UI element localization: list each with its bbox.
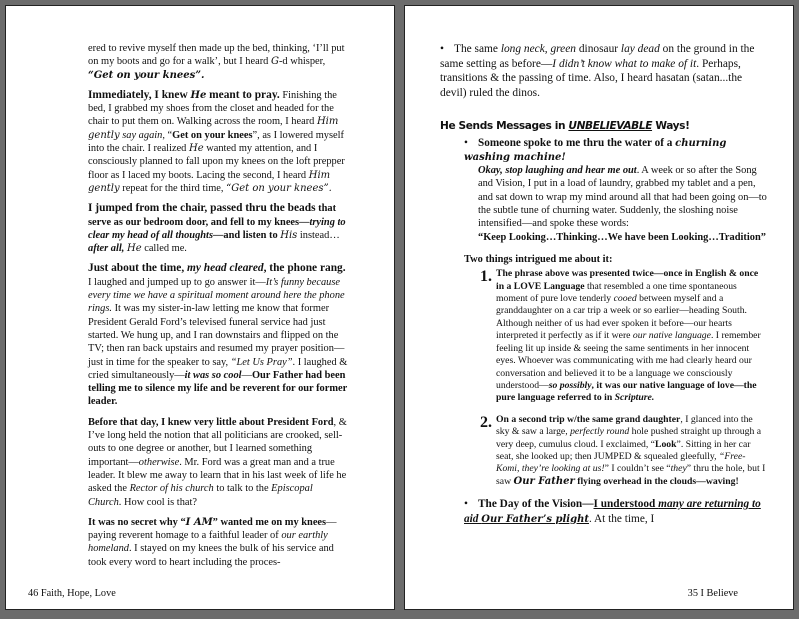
text: Ways!: [652, 120, 690, 133]
text: . Mr. Ford was a great man and a true leader. It blew me away to learn that in his last week of life he asked the: [88, 456, 347, 495]
text: . How cool is that?: [118, 496, 198, 508]
text: flying overhead in the clouds—waving!: [574, 475, 739, 487]
paragraph-2: [88, 89, 348, 195]
text: otherwise: [138, 456, 180, 468]
text: that serve as our bedroom door, and fell to my knees—: [88, 203, 337, 228]
left-page-footer: 46 Faith, Hope, Love: [28, 588, 116, 599]
text: He: [190, 89, 207, 101]
bullet-washing-machine-body: [478, 164, 768, 230]
left-text-column: [88, 42, 348, 576]
text: He: [126, 243, 142, 255]
text: ered to revive myself then made up the bed, thinking, ‘I’ll put on my boots and go for a walk’, but I heard: [88, 43, 345, 68]
text: The Day of the Vision—: [478, 498, 594, 511]
paragraph-1: [88, 42, 348, 82]
text: His: [280, 229, 298, 241]
numbered-item-1-text: [496, 268, 768, 404]
text: I understood: [593, 498, 659, 511]
bullet-washing-machine: [464, 137, 768, 244]
text: . I stayed on my knees the bulk of his service and took every word to heart including the proces-: [88, 543, 334, 568]
text: Our Father’s plight: [481, 513, 589, 525]
text: . At the time, I: [588, 512, 655, 525]
text: I jumped from the chair, passed thru the beads: [88, 202, 316, 215]
text: say again: [119, 129, 163, 141]
text: it was so cool: [184, 369, 242, 381]
left-page: [5, 5, 395, 610]
text: I AM: [185, 516, 213, 528]
text: on the ground in the same setting as before—: [440, 43, 755, 70]
bullet-dinosaur: [440, 42, 768, 100]
text: On a second trip w/the same grand daughter: [496, 413, 681, 425]
text: The phrase above was presented twice—once in English & once in a LOVE Language: [496, 268, 759, 292]
text: I didn’t know what to make of it: [552, 57, 697, 70]
numbered-item-1: [480, 268, 768, 404]
bullet-washing-machine-title: [464, 137, 768, 164]
text: our native language: [632, 330, 711, 342]
text: Before that day, I knew very little about President Ford: [88, 416, 334, 428]
text: they: [670, 463, 687, 475]
text: . I laughed & cried simultaneously—: [88, 356, 348, 381]
text: so possibly: [548, 379, 592, 391]
bullet-day-of-vision: [464, 497, 768, 527]
text: . I remember feeling lit up inside & seeing the same sentiments in her innocent eyes. Whoever was communicating with me had clearly heard our conversation and believed it to be a language we consciously understood—: [496, 330, 761, 391]
text: ”. Sitting in her car seat, she looked up; then JUMPED & squealed gleefully,: [496, 438, 751, 462]
text: gently: [88, 129, 120, 141]
text: It’s funny because every time we have a spiritual moment around here the phone rings.: [88, 276, 345, 315]
text: Okay, stop laughing and hear me out: [478, 165, 637, 177]
text: , the phone rang.: [263, 262, 346, 275]
text: It was my sister-in-law letting me know that former President Gerald Ford’s televised funeral service had just started. We hung up, and I ran downstairs and flipped on the TV; then ran back upstairs and resumed my prayer position—just in time for the speaker to say,: [88, 303, 345, 368]
text: repeat for the third time,: [119, 182, 227, 194]
text: —paying reverent homage to a faithful leader of: [88, 516, 337, 542]
text: called me.: [141, 243, 187, 255]
text: Get on your knees: [172, 129, 253, 141]
paragraph-3: [88, 202, 348, 255]
bullet-icon: •: [464, 137, 468, 150]
bullet-icon: •: [464, 498, 468, 511]
text: Rector of his church: [129, 483, 214, 495]
text: The same: [454, 43, 501, 55]
text: “Free-Komi, they’re looking at us!: [496, 450, 746, 475]
text: , & I’ve long held the notion that all politicians are crooked, sell-outs to one degree or another, but I learned something important—: [88, 416, 347, 468]
paragraph-6: [88, 516, 348, 569]
numbered-item-2-text: [496, 414, 768, 488]
text: Him gently: [88, 169, 331, 194]
text: cooed: [613, 293, 637, 305]
text: dinosaur: [575, 43, 621, 55]
text: “Get on your knees”.: [226, 182, 332, 194]
text: Our Father had been telling me to silence my life and be reverent for our former leader.: [88, 369, 348, 408]
text: ” wanted me on my knees: [212, 516, 327, 528]
text: my head cleared: [187, 262, 264, 275]
water-quote: “Keep Looking…Thinking…We have been Looking…Tradition”: [478, 231, 766, 243]
text: He Sends Messages in: [440, 120, 569, 133]
text: ”, as I lowered myself into the chair. I realized: [88, 129, 344, 155]
text: I laughed and jumped up to go answer it—: [88, 276, 266, 288]
text: —: [241, 369, 252, 381]
text: , it was our native language of love—the pure language referred to in: [496, 379, 757, 404]
text: wanted my attention, and I consciously planned to fall upon my knees on the loft prepper floor as I laced my boots. Lacing the second, I heard: [88, 143, 345, 181]
text: Scripture.: [614, 392, 655, 404]
text: after all,: [88, 243, 127, 255]
text: Finishing the bed, I grabbed my shoes from the closet and headed for the chair to put them on. Walking across the room, I heard: [88, 89, 337, 128]
text: that resembled a one time spontaneous moment of pure love tenderly: [496, 280, 737, 305]
text: trying to clear my head of all thoughts: [88, 216, 346, 241]
paragraph-5: [88, 416, 348, 509]
text: -d whisper,: [278, 56, 326, 68]
text: , I glanced into the sky & saw a large,: [496, 413, 753, 438]
text: lay dead: [620, 43, 660, 55]
text: He: [188, 143, 204, 155]
text: churning washing machine!: [464, 138, 727, 163]
two-things-label: Two things intrigued me about it:: [464, 253, 613, 265]
text: many are returning to aid: [464, 498, 761, 525]
text: ” thru the hole, but I saw: [496, 463, 766, 487]
item-number: 2.: [480, 413, 492, 431]
text: Him: [316, 116, 339, 128]
text: , “: [162, 129, 173, 141]
text: to talk to the: [213, 483, 272, 495]
text: “Get on your knees”.: [88, 69, 205, 81]
text: “Let Us Pray”: [230, 356, 293, 368]
text: Immediately, I knew: [88, 88, 191, 101]
text: meant to pray.: [206, 88, 280, 101]
section-heading: [440, 120, 768, 132]
text: UNBELIEVABLE: [568, 120, 653, 133]
text: long neck, green: [500, 43, 576, 55]
text: between myself and a granddaughter on a car trip a week or so earlier—heading South. Although neither of us had ever spoken it before—our hearts interpreted it perfectly as if it were: [496, 293, 747, 342]
text: —and listen to: [212, 229, 281, 241]
text: . Perhaps, transitions & the passing of time. Also, I heard hasatan (satan...the devil) ruled the dinos.: [440, 57, 743, 99]
text: Look: [654, 438, 677, 450]
text: perfectly round: [570, 426, 630, 438]
text: our earthly homeland: [88, 530, 328, 555]
text: It was no secret why “: [88, 516, 186, 528]
text: Someone spoke to me thru the water of a: [478, 137, 676, 150]
text: hole pushed straight up through a very deep, cumulus cloud. I exclaimed, “: [496, 426, 762, 450]
right-page-footer: 35 I Believe: [687, 588, 738, 599]
right-page: [404, 5, 794, 610]
text: instead…: [297, 229, 340, 241]
text: . A week or so after the Song and Vision, I put in a load of laundry, grabbed my tablet and a pen, and sat down to wrap my mind around all that had been going on—to the subtle tune of churning water. Suddenly, the sloshing noise intensified—and spoke these words:: [478, 165, 767, 230]
text: G: [270, 56, 279, 68]
text: Just about the time,: [88, 262, 188, 275]
numbered-item-2: [480, 414, 768, 488]
text: ” I couldn’t see “: [604, 463, 671, 475]
text: Our Father: [513, 475, 575, 487]
bullet-icon: •: [440, 43, 444, 55]
item-number: 1.: [480, 268, 492, 286]
paragraph-4: [88, 262, 348, 408]
text: Episcopal Church: [88, 483, 313, 508]
right-text-column: [440, 42, 768, 534]
